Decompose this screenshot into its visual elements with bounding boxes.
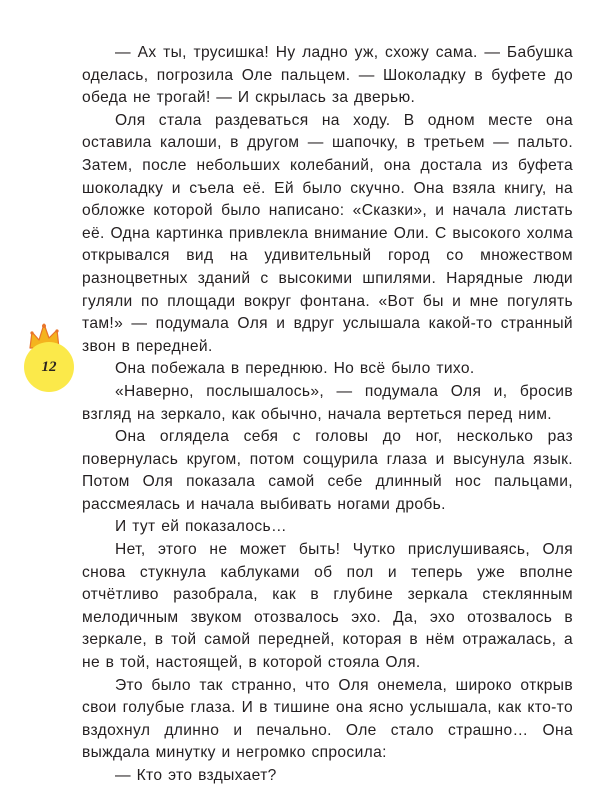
page-number: 12 xyxy=(41,359,57,375)
story-text xyxy=(82,42,573,788)
paragraph: — Кто это вздыхает? xyxy=(115,767,277,784)
paragraph: Это было так странно, что Оля онемела, широко открыв свои голубые глаза. И в тишине она ясно услышала, как кто-то вздохнул длинно и печально. Оле стало страшно… Она выждала минутку и негромко спросила: xyxy=(82,676,573,762)
paragraph: Она оглядела себя с головы до ног, несколько раз повернулась кругом, потом сощурила глаза и высунула язык. Потом Оля показала самой себе длинный нос пальцами, рассмеялась и начала выбивать ногами дробь. xyxy=(82,428,573,513)
paragraph: «Наверно, послышалось», — подумала Оля и, бросив взгляд на зеркало, как обычно, начала вертеться перед ним. xyxy=(82,382,573,423)
paragraph: И тут ей показалось… xyxy=(115,518,287,536)
paragraph: Оля стала раздеваться на ходу. В одном месте она оставила калоши, в другом — шапочку, в третьем — пальто. Затем, после небольших колебаний, она достала из буфета шоколадку и съела её. Ей было скучно. Она взяла книгу, на обложке которой было написано: «Сказки», и начала листать её. Одна картинка привлекла внимание Оли. С высокого холма открывался вид на удивительный город со множеством разноцветных зданий с высокими шпилями. Нарядные люди гуляли по площади вокруг фонтана. «Вот бы и мне погулять там!» — подумала Оля и вдруг услышала какой-то странный звон в передней. xyxy=(82,111,573,355)
paragraph: Нет, этого не может быть! Чутко прислушиваясь, Оля снова стукнула каблуками об пол и теперь уже вполне отчётливо разобрала, как в глубине зеркала стеклянным мелодичным звуком отозвалось эхо. Да, эхо отозвалось в зеркале, в той самой передней, которая в нём отражалась, а не в той, настоящей, в которой стояла Оля. xyxy=(82,541,573,672)
page-number-badge xyxy=(14,322,84,392)
paragraph: — Ах ты, трусишка! Ну ладно уж, схожу сама. — Бабушка оделась, погрозила Оле пальцем. — Шоколадку в буфете до обеда не трогай! — И скрылась за дверью. xyxy=(82,44,573,107)
paragraph: Она побежала в переднюю. Но всё было тихо. xyxy=(115,360,475,378)
